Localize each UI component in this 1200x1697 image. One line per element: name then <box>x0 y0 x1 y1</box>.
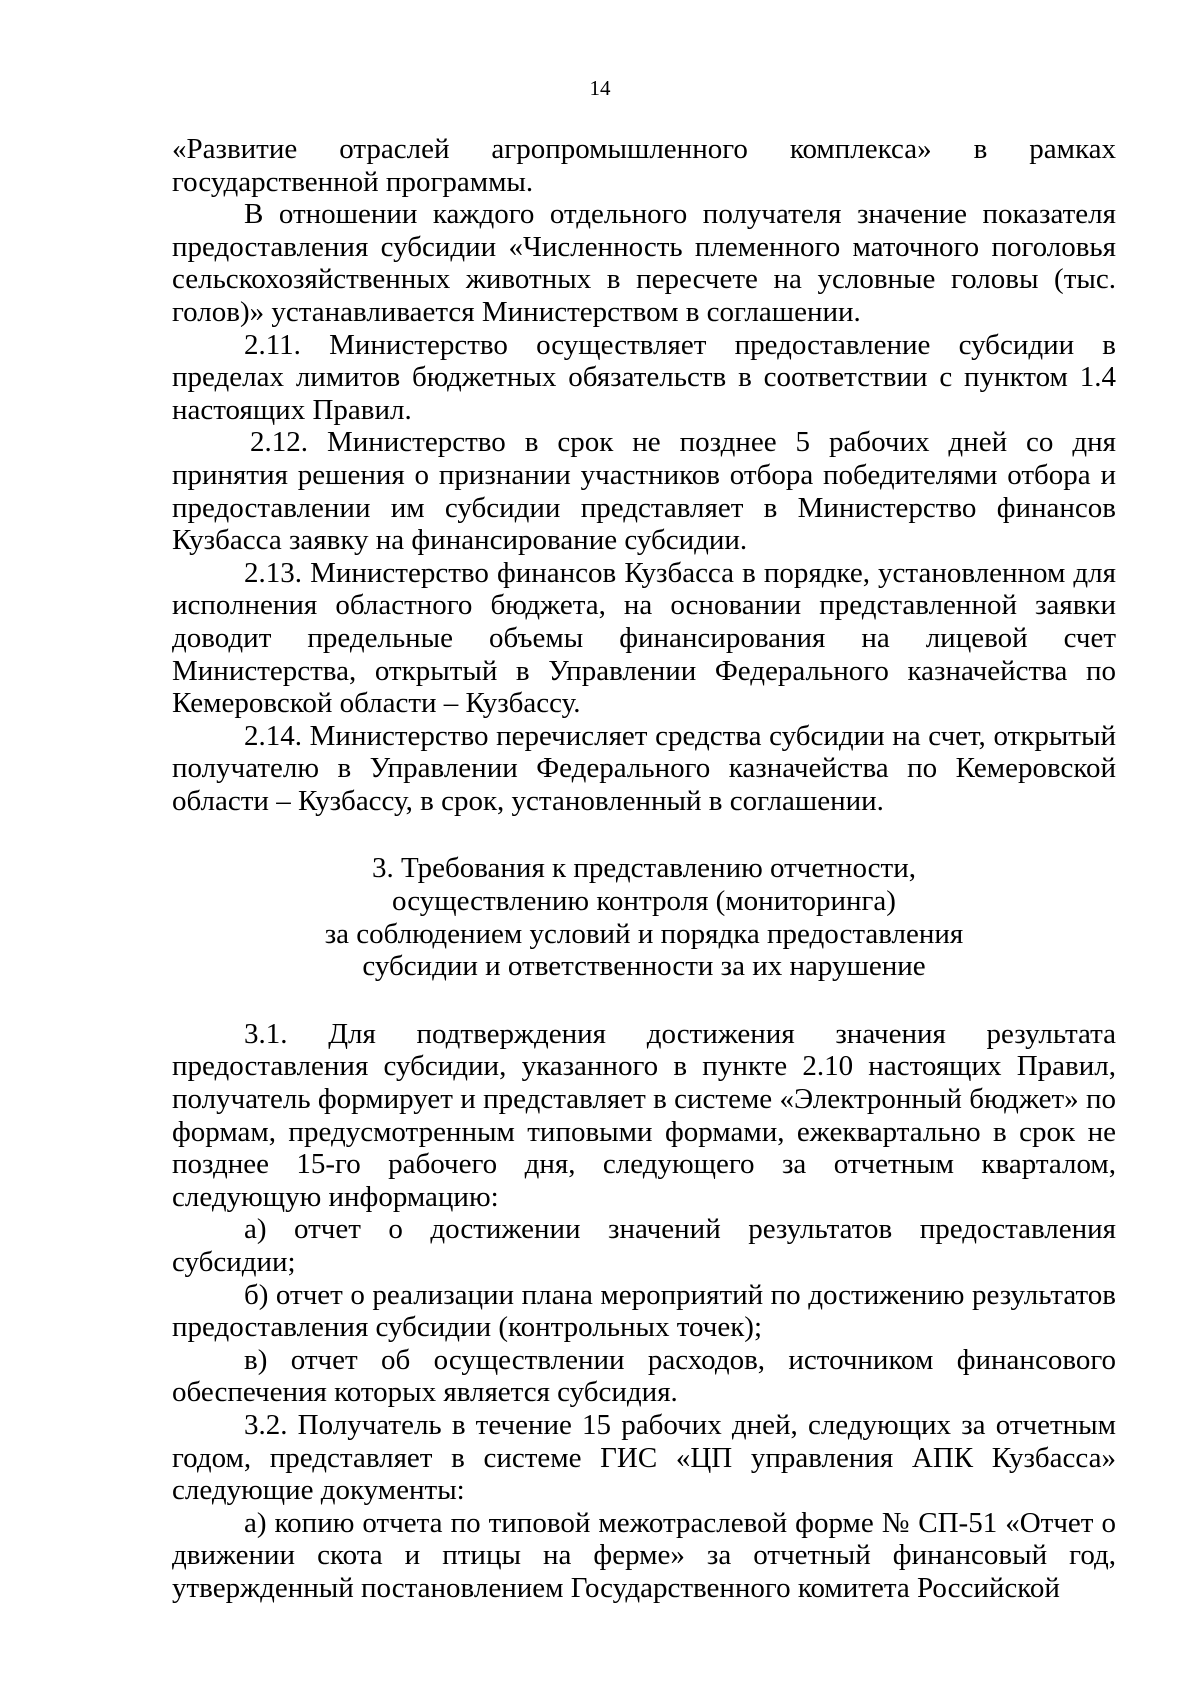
paragraph-2-12: 2.12. Министерство в срок не позднее 5 рабочих дней со дня принятия решения о признании участников отбора победителями отбора и предоставлении им субсидии представляет в Министерство финансов Кузбасса заявку на финансирование субсидии. <box>172 426 1116 557</box>
section-3-heading-line: осуществлению контроля (мониторинга) <box>392 885 896 918</box>
paragraph-3-1-v: в) отчет об осуществлении расходов, источником финансового обеспечения которых является субсидия. <box>172 1343 1116 1409</box>
section-3-heading-line: за соблюдением условий и порядка предоставления <box>324 917 964 950</box>
section-3-heading-line: 3. Требования к представлению отчетности, <box>371 852 916 885</box>
section-3-heading-line: субсидии и ответственности за их нарушение <box>362 950 926 983</box>
paragraph-3-2-a: а) копию отчета по типовой межотраслевой форме № СП-51 «Отчет о движении скота и птицы на ферме» за отчетный финансовый год, утвержденный постановлением Государственного комитета Российской <box>172 1506 1116 1604</box>
document-body <box>172 133 1116 1605</box>
paragraph-program-continuation: «Развитие отраслей агропромышленного комплекса» в рамках государственной программы. <box>172 133 1116 198</box>
paragraph-3-1: 3.1. Для подтверждения достижения значения результата предоставления субсидии, указанного в пункте 2.10 настоящих Правил, получатель формирует и представляет в системе «Электронный бюджет» по формам, предусмотренным типовыми формами, ежеквартально в срок не позднее 15-го рабочего дня, следующего за отчетным кварталом, следующую информацию: <box>172 1017 1116 1213</box>
paragraph-3-2: 3.2. Получатель в течение 15 рабочих дней, следующих за отчетным годом, представляет в системе ГИС «ЦП управления АПК Кузбасса» следующие документы: <box>172 1408 1116 1507</box>
paragraph-2-13: 2.13. Министерство финансов Кузбасса в порядке, установленном для исполнения областного бюджета, на основании представленной заявки доводит предельные объемы финансирования на лицевой счет Министерства, открытый в Управлении Федерального казначейства по Кемеровской области – Кузбассу. <box>172 556 1116 720</box>
page-number: 14 <box>589 76 611 100</box>
paragraph-indicator: В отношении каждого отдельного получателя значение показателя предоставления субсидии «Численность племенного маточного поголовья сельскохозяйственных животных в пересчете на условные головы (тыс. голов)» устанавливается Министерством в соглашении. <box>172 198 1116 328</box>
section-3-heading <box>172 852 1116 982</box>
paragraph-3-1-b: б) отчет о реализации плана мероприятий по достижению результатов предоставления субсидии (контрольных точек); <box>172 1278 1116 1344</box>
paragraph-2-11: 2.11. Министерство осуществляет предоставление субсидии в пределах лимитов бюджетных обязательств в соответствии с пунктом 1.4 настоящих Правил. <box>172 328 1116 426</box>
paragraph-2-14: 2.14. Министерство перечисляет средства субсидии на счет, открытый получателю в Управлении Федерального казначейства по Кемеровской области – Кузбассу, в срок, установленный в соглашении. <box>172 719 1116 817</box>
paragraph-3-1-a: а) отчет о достижении значений результатов предоставления субсидии; <box>172 1213 1116 1278</box>
